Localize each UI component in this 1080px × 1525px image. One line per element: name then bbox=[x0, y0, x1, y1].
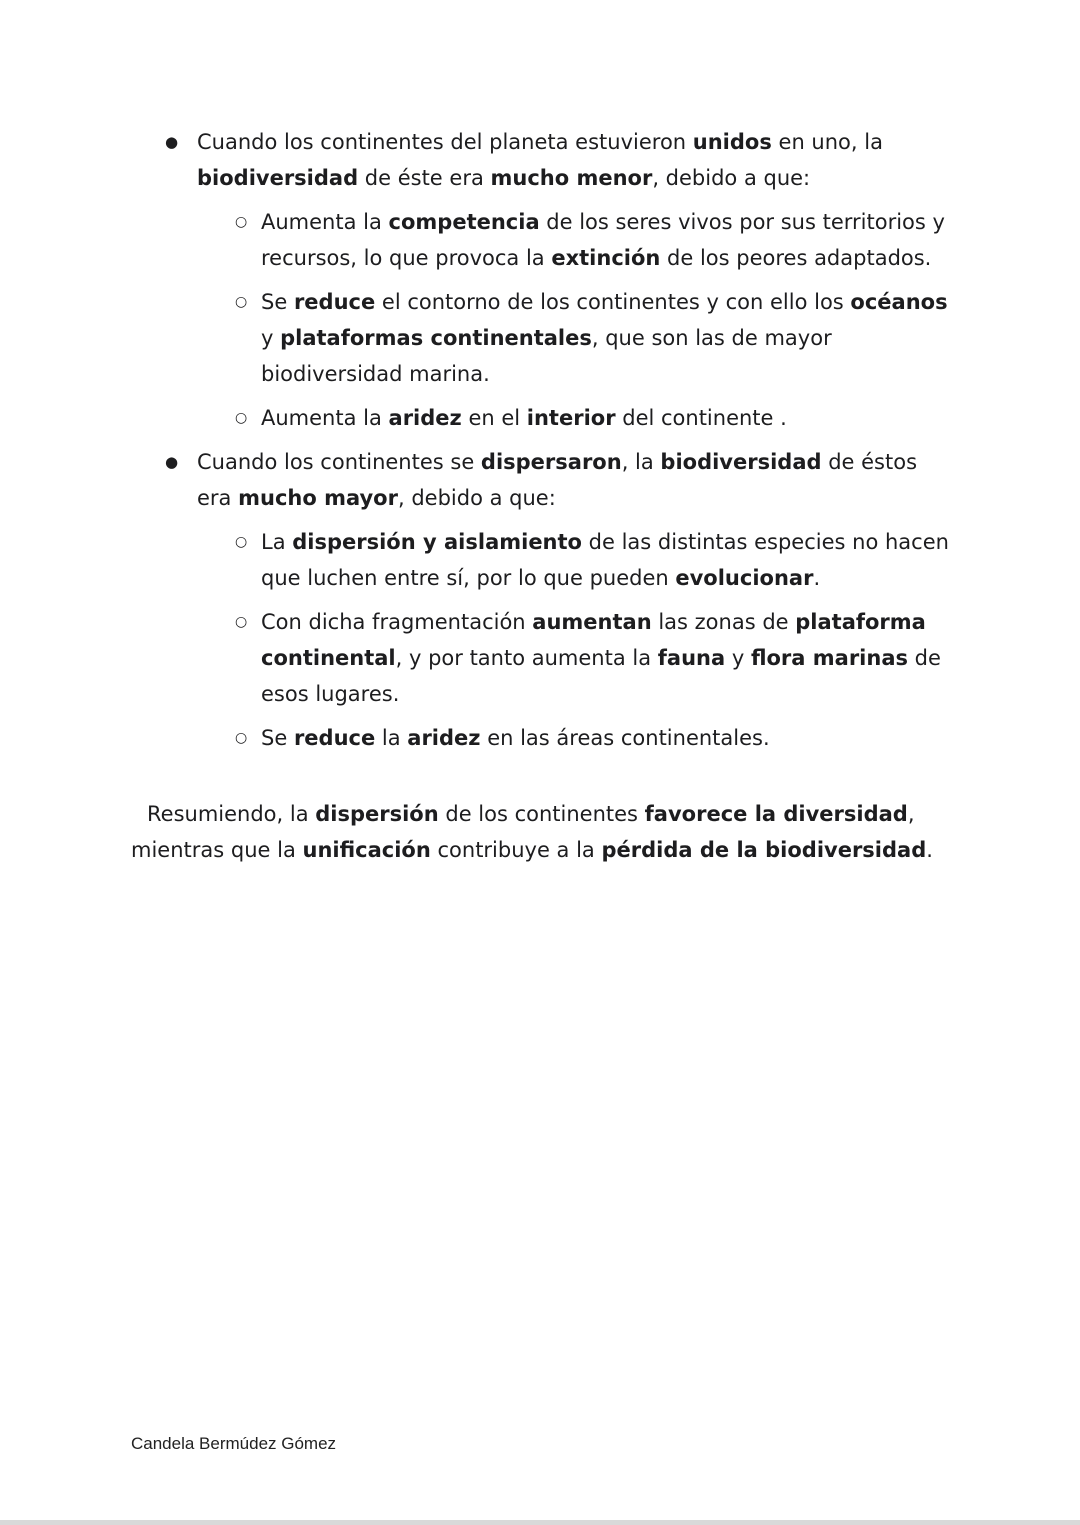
sub-list-item-text bbox=[261, 284, 951, 392]
bold-text-run: biodiversidad bbox=[197, 166, 359, 190]
text-run: de éstos era bbox=[197, 450, 918, 510]
text-run: en uno, la bbox=[771, 130, 883, 154]
text-run: y bbox=[725, 646, 751, 670]
sub-list-item-text bbox=[261, 204, 951, 276]
sub-list-item-text bbox=[261, 720, 951, 756]
sub-list-item bbox=[235, 720, 951, 756]
summary-paragraph bbox=[131, 796, 951, 868]
text-run: La bbox=[261, 530, 293, 554]
text-run: . bbox=[813, 566, 821, 590]
sub-list-item bbox=[235, 400, 951, 436]
list-item-text bbox=[197, 444, 951, 516]
text-run: Se bbox=[261, 290, 294, 314]
bold-text-run: flora marinas bbox=[750, 646, 908, 670]
text-run: de los continentes bbox=[438, 802, 645, 826]
text-run: de los seres vivos por sus territorios y recursos, lo que provoca la bbox=[261, 210, 945, 270]
text-run: Se bbox=[261, 726, 294, 750]
circle-bullet-icon: ○ bbox=[235, 730, 248, 746]
page-bottom-edge bbox=[0, 1520, 1080, 1525]
bold-text-run: reduce bbox=[293, 726, 376, 750]
bold-text-run: reduce bbox=[293, 290, 376, 314]
list-item bbox=[165, 444, 951, 516]
bold-text-run: dispersión bbox=[315, 802, 439, 826]
bold-text-run: competencia bbox=[388, 210, 540, 234]
circle-bullet-icon: ○ bbox=[235, 614, 248, 630]
text-run: de las distintas especies no hacen que luchen entre sí, por lo que pueden bbox=[261, 530, 949, 590]
text-run: Aumenta la bbox=[261, 406, 389, 430]
bold-text-run: mucho mayor bbox=[238, 486, 398, 510]
sub-list-item bbox=[235, 604, 951, 712]
document-content bbox=[131, 124, 951, 868]
list-item bbox=[165, 124, 951, 196]
bold-text-run: aumentan bbox=[532, 610, 652, 634]
text-run: , y por tanto aumenta la bbox=[395, 646, 658, 670]
bold-text-run: unificación bbox=[302, 838, 431, 862]
circle-bullet-icon: ○ bbox=[235, 294, 248, 310]
text-run: , debido a que: bbox=[397, 486, 556, 510]
list-item-text bbox=[197, 124, 951, 196]
text-run: de esos lugares. bbox=[261, 646, 941, 706]
text-run: Con dicha fragmentación bbox=[261, 610, 533, 634]
text-run: de los peores adaptados. bbox=[660, 246, 932, 270]
bold-text-run: plataformas continentales bbox=[280, 326, 592, 350]
bold-text-run: unidos bbox=[692, 130, 772, 154]
sub-list-item-text bbox=[261, 400, 951, 436]
text-run: Cuando los continentes del planeta estuvieron bbox=[197, 130, 693, 154]
sub-list-item-text bbox=[261, 604, 951, 712]
circle-bullet-icon: ○ bbox=[235, 214, 248, 230]
text-run: Resumiendo, la bbox=[147, 802, 316, 826]
text-run: y bbox=[261, 326, 281, 350]
text-run: contribuye a la bbox=[430, 838, 602, 862]
text-run: , mientras que la bbox=[131, 802, 915, 862]
text-run: Aumenta la bbox=[261, 210, 389, 234]
bold-text-run: aridez bbox=[388, 406, 462, 430]
text-run: el contorno de los continentes y con ello los bbox=[375, 290, 851, 314]
bold-text-run: plataforma continental bbox=[261, 610, 926, 670]
bold-text-run: fauna bbox=[657, 646, 726, 670]
bullet-icon: ● bbox=[165, 133, 179, 151]
bold-text-run: favorece la diversidad bbox=[644, 802, 908, 826]
text-run: , debido a que: bbox=[652, 166, 811, 190]
text-run: . bbox=[926, 838, 933, 862]
text-run: del continente . bbox=[615, 406, 787, 430]
bold-text-run: mucho menor bbox=[490, 166, 653, 190]
bold-text-run: pérdida de la biodiversidad bbox=[601, 838, 927, 862]
bullet-icon: ● bbox=[165, 453, 179, 471]
text-run: Cuando los continentes se bbox=[197, 450, 481, 474]
bold-text-run: biodiversidad bbox=[660, 450, 822, 474]
bold-text-run: extinción bbox=[551, 246, 661, 270]
bold-text-run: interior bbox=[526, 406, 616, 430]
bold-text-run: evolucionar bbox=[675, 566, 814, 590]
circle-bullet-icon: ○ bbox=[235, 534, 248, 550]
text-run: de éste era bbox=[358, 166, 491, 190]
bold-text-run: océanos bbox=[850, 290, 948, 314]
sub-list-item bbox=[235, 284, 951, 392]
text-run: , que son las de mayor biodiversidad marina. bbox=[261, 326, 832, 386]
bold-text-run: dispersaron bbox=[480, 450, 622, 474]
footer-author: Candela Bermúdez Gómez bbox=[131, 1434, 337, 1453]
text-run: la bbox=[375, 726, 408, 750]
text-run: en el bbox=[461, 406, 527, 430]
sub-list-item bbox=[235, 524, 951, 596]
bold-text-run: aridez bbox=[407, 726, 481, 750]
sub-list-item bbox=[235, 204, 951, 276]
circle-bullet-icon: ○ bbox=[235, 410, 248, 426]
text-run: las zonas de bbox=[651, 610, 796, 634]
text-run: en las áreas continentales. bbox=[480, 726, 770, 750]
sub-list-item-text bbox=[261, 524, 951, 596]
text-run: , la bbox=[621, 450, 661, 474]
bold-text-run: dispersión y aislamiento bbox=[292, 530, 582, 554]
